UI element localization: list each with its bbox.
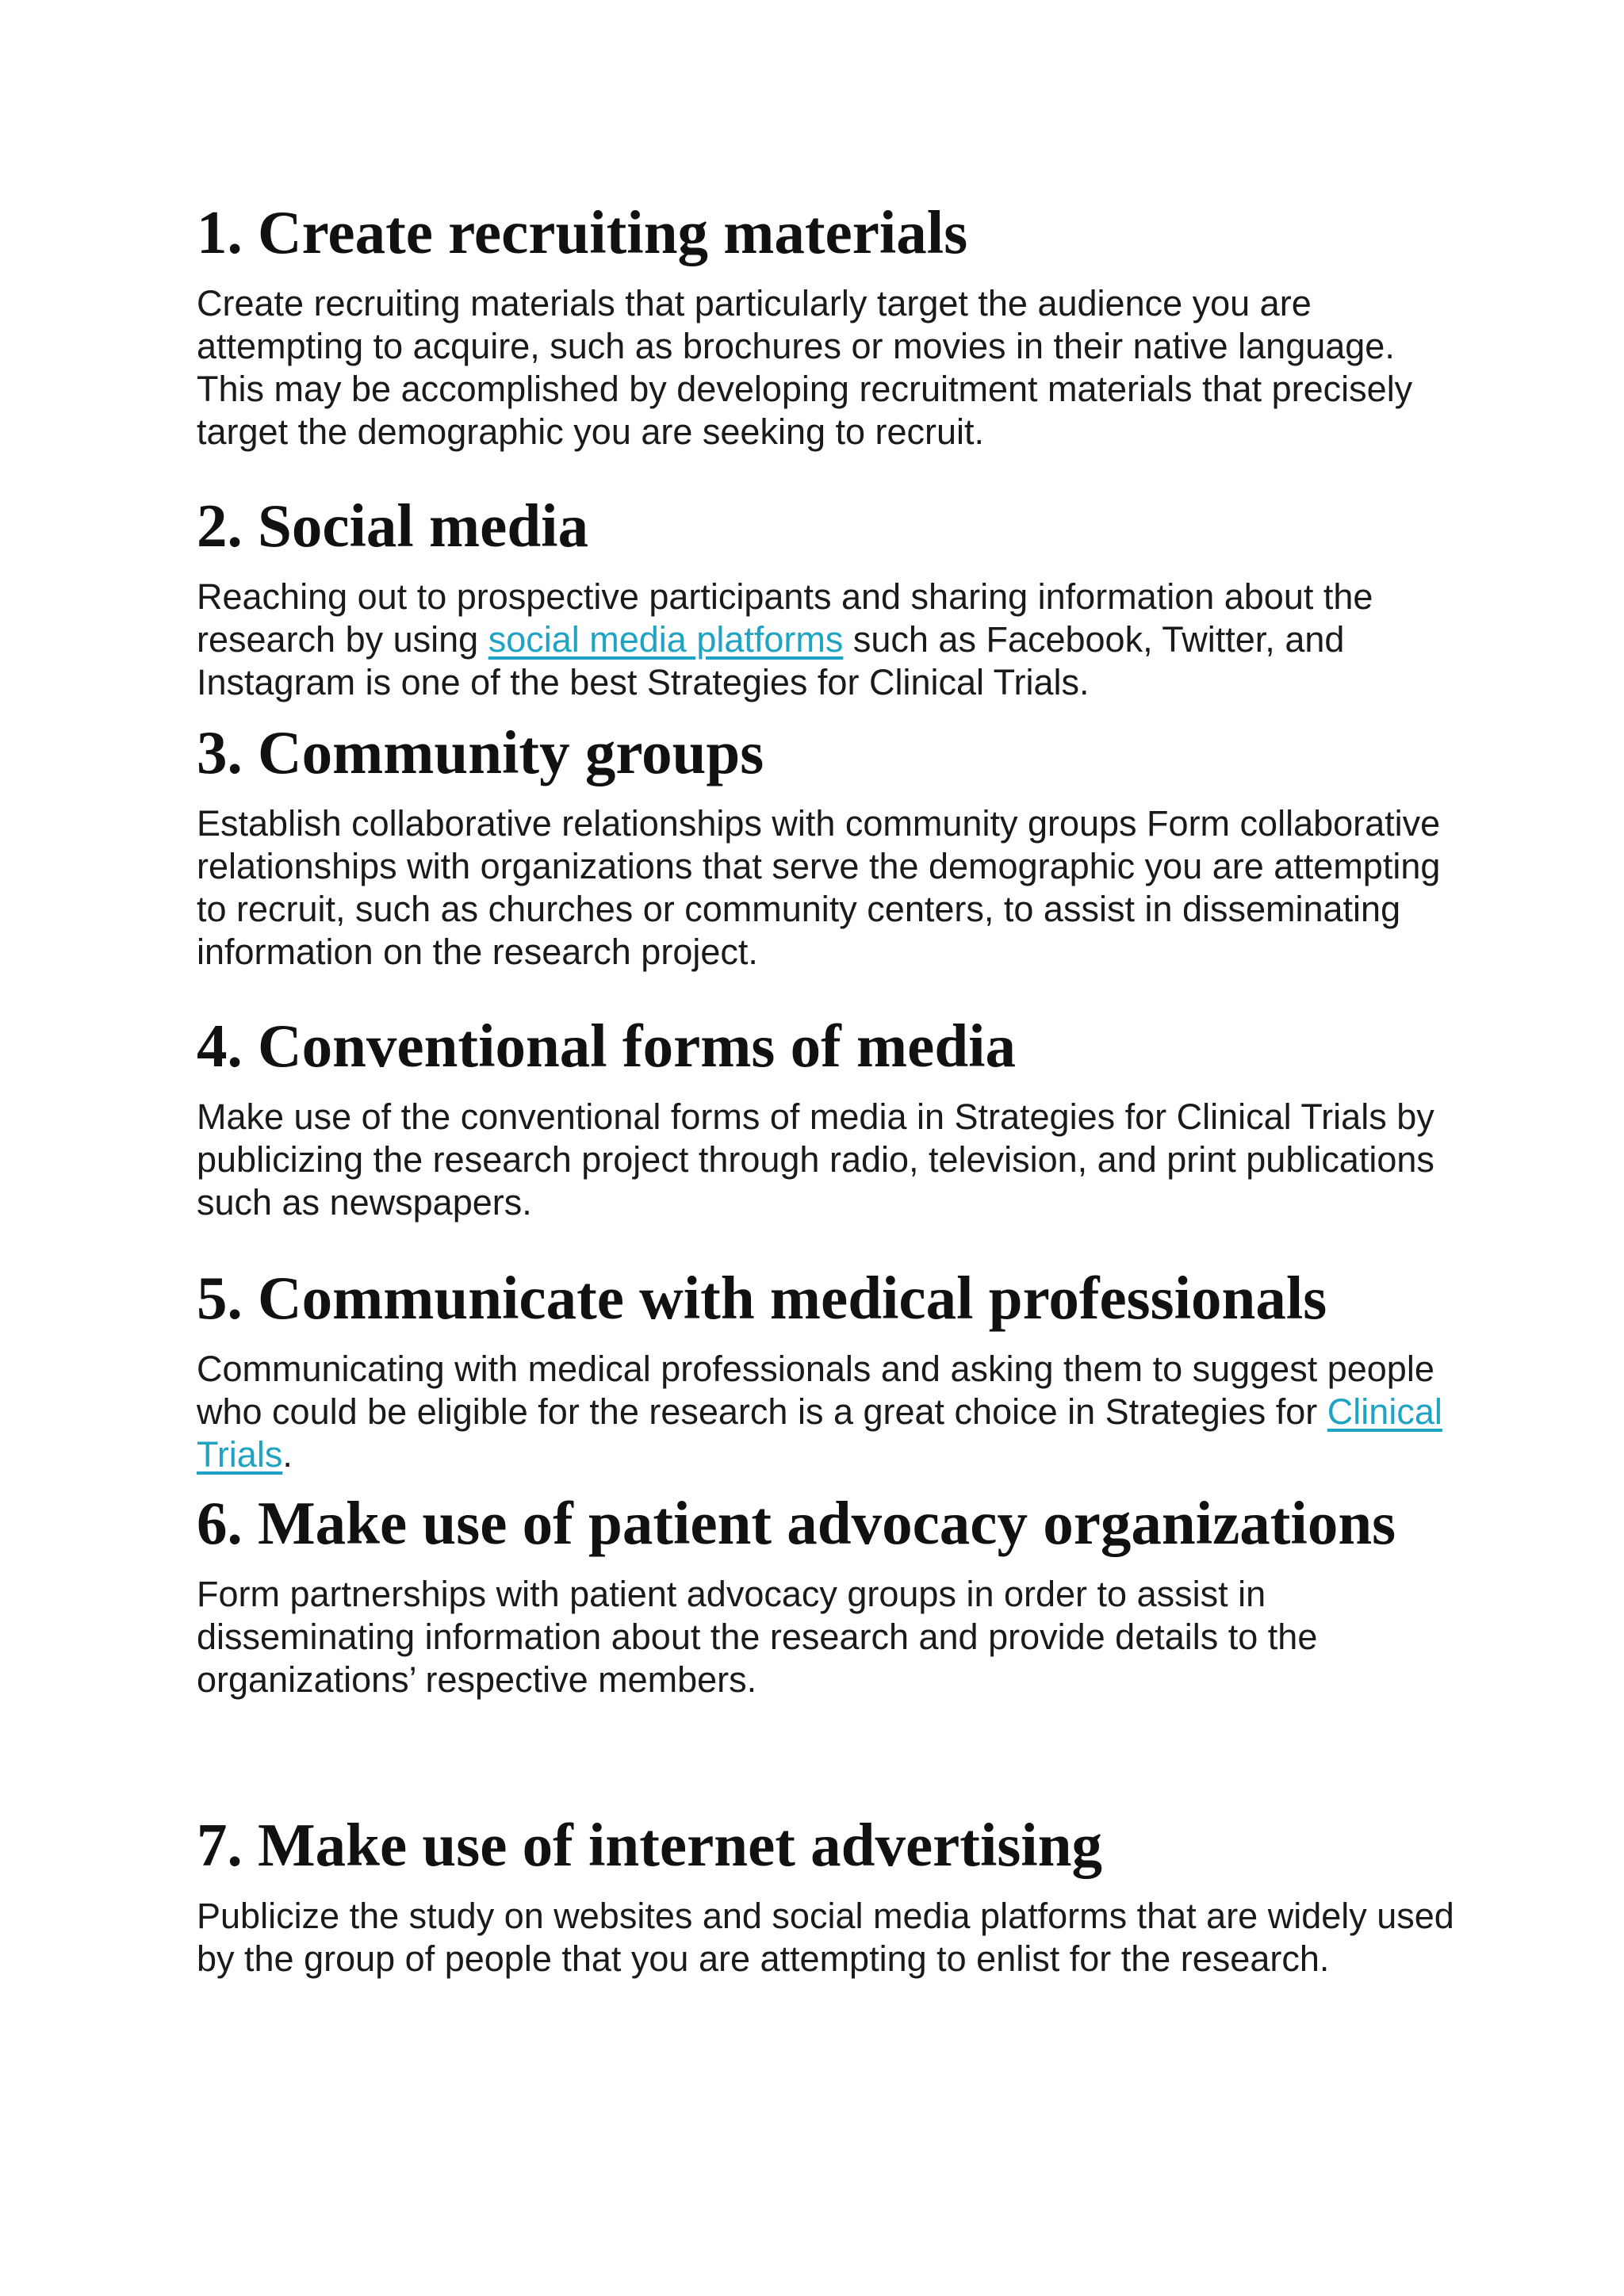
- social-media-platforms-link[interactable]: social media platforms: [488, 619, 844, 660]
- section-heading: 3. Community groups: [197, 718, 764, 786]
- section-heading: 7. Make use of internet advertising: [197, 1811, 1103, 1879]
- section-internet-advertising: [197, 1809, 1465, 1980]
- section-heading: 5. Communicate with medical professionals: [197, 1264, 1327, 1332]
- section-patient-advocacy: [197, 1487, 1465, 1701]
- section-body: Form partnerships with patient advocacy groups in order to assist in disseminating information about the research and provide details to the organizations’ respective members.: [197, 1574, 1318, 1700]
- clinical-trials-link[interactable]: Clinical Trials: [197, 1391, 1442, 1475]
- section-body: Create recruiting materials that particularly target the audience you are attempting to acquire, such as brochures or movies in their native language. This may be accomplished by developing recruitment materials that precisely target the demographic you are seeking to recruit.: [197, 283, 1413, 452]
- body-text: Communicating with medical professionals and asking them to suggest people who could be eligible for the research is a great choice in Strategies for: [197, 1349, 1434, 1432]
- section-heading: 4. Conventional forms of media: [197, 1012, 1017, 1080]
- section-body: Establish collaborative relationships with community groups Form collaborative relationships with organizations that serve the demographic you are attempting to recruit, such as churches or community centers, to assist in disseminating information on the research project.: [197, 803, 1441, 972]
- body-text: .: [282, 1434, 293, 1475]
- section-body: Publicize the study on websites and social media platforms that are widely used by the group of people that you are attempting to enlist for the research.: [197, 1896, 1454, 1979]
- section-body: [197, 576, 1465, 704]
- section-body: [197, 1348, 1465, 1476]
- section-medical-professionals: [197, 1262, 1465, 1476]
- section-heading: 1. Create recruiting materials: [197, 198, 968, 266]
- section-heading: 2. Social media: [197, 492, 589, 560]
- section-community-groups: [197, 717, 1465, 974]
- body-text: such as Facebook, Twitter, and Instagram is one of the best Strategies for Clinical Trials.: [197, 619, 1345, 702]
- section-heading: 6. Make use of patient advocacy organizations: [197, 1489, 1396, 1557]
- body-text: Reaching out to prospective participants and sharing information about the research by using: [197, 576, 1373, 660]
- section-body: Make use of the conventional forms of media in Strategies for Clinical Trials by publicizing the research project through radio, television, and print publications such as newspapers.: [197, 1096, 1434, 1223]
- section-conventional-media: [197, 1010, 1465, 1224]
- section-recruiting-materials: [197, 197, 1465, 453]
- section-social-media: [197, 490, 1465, 704]
